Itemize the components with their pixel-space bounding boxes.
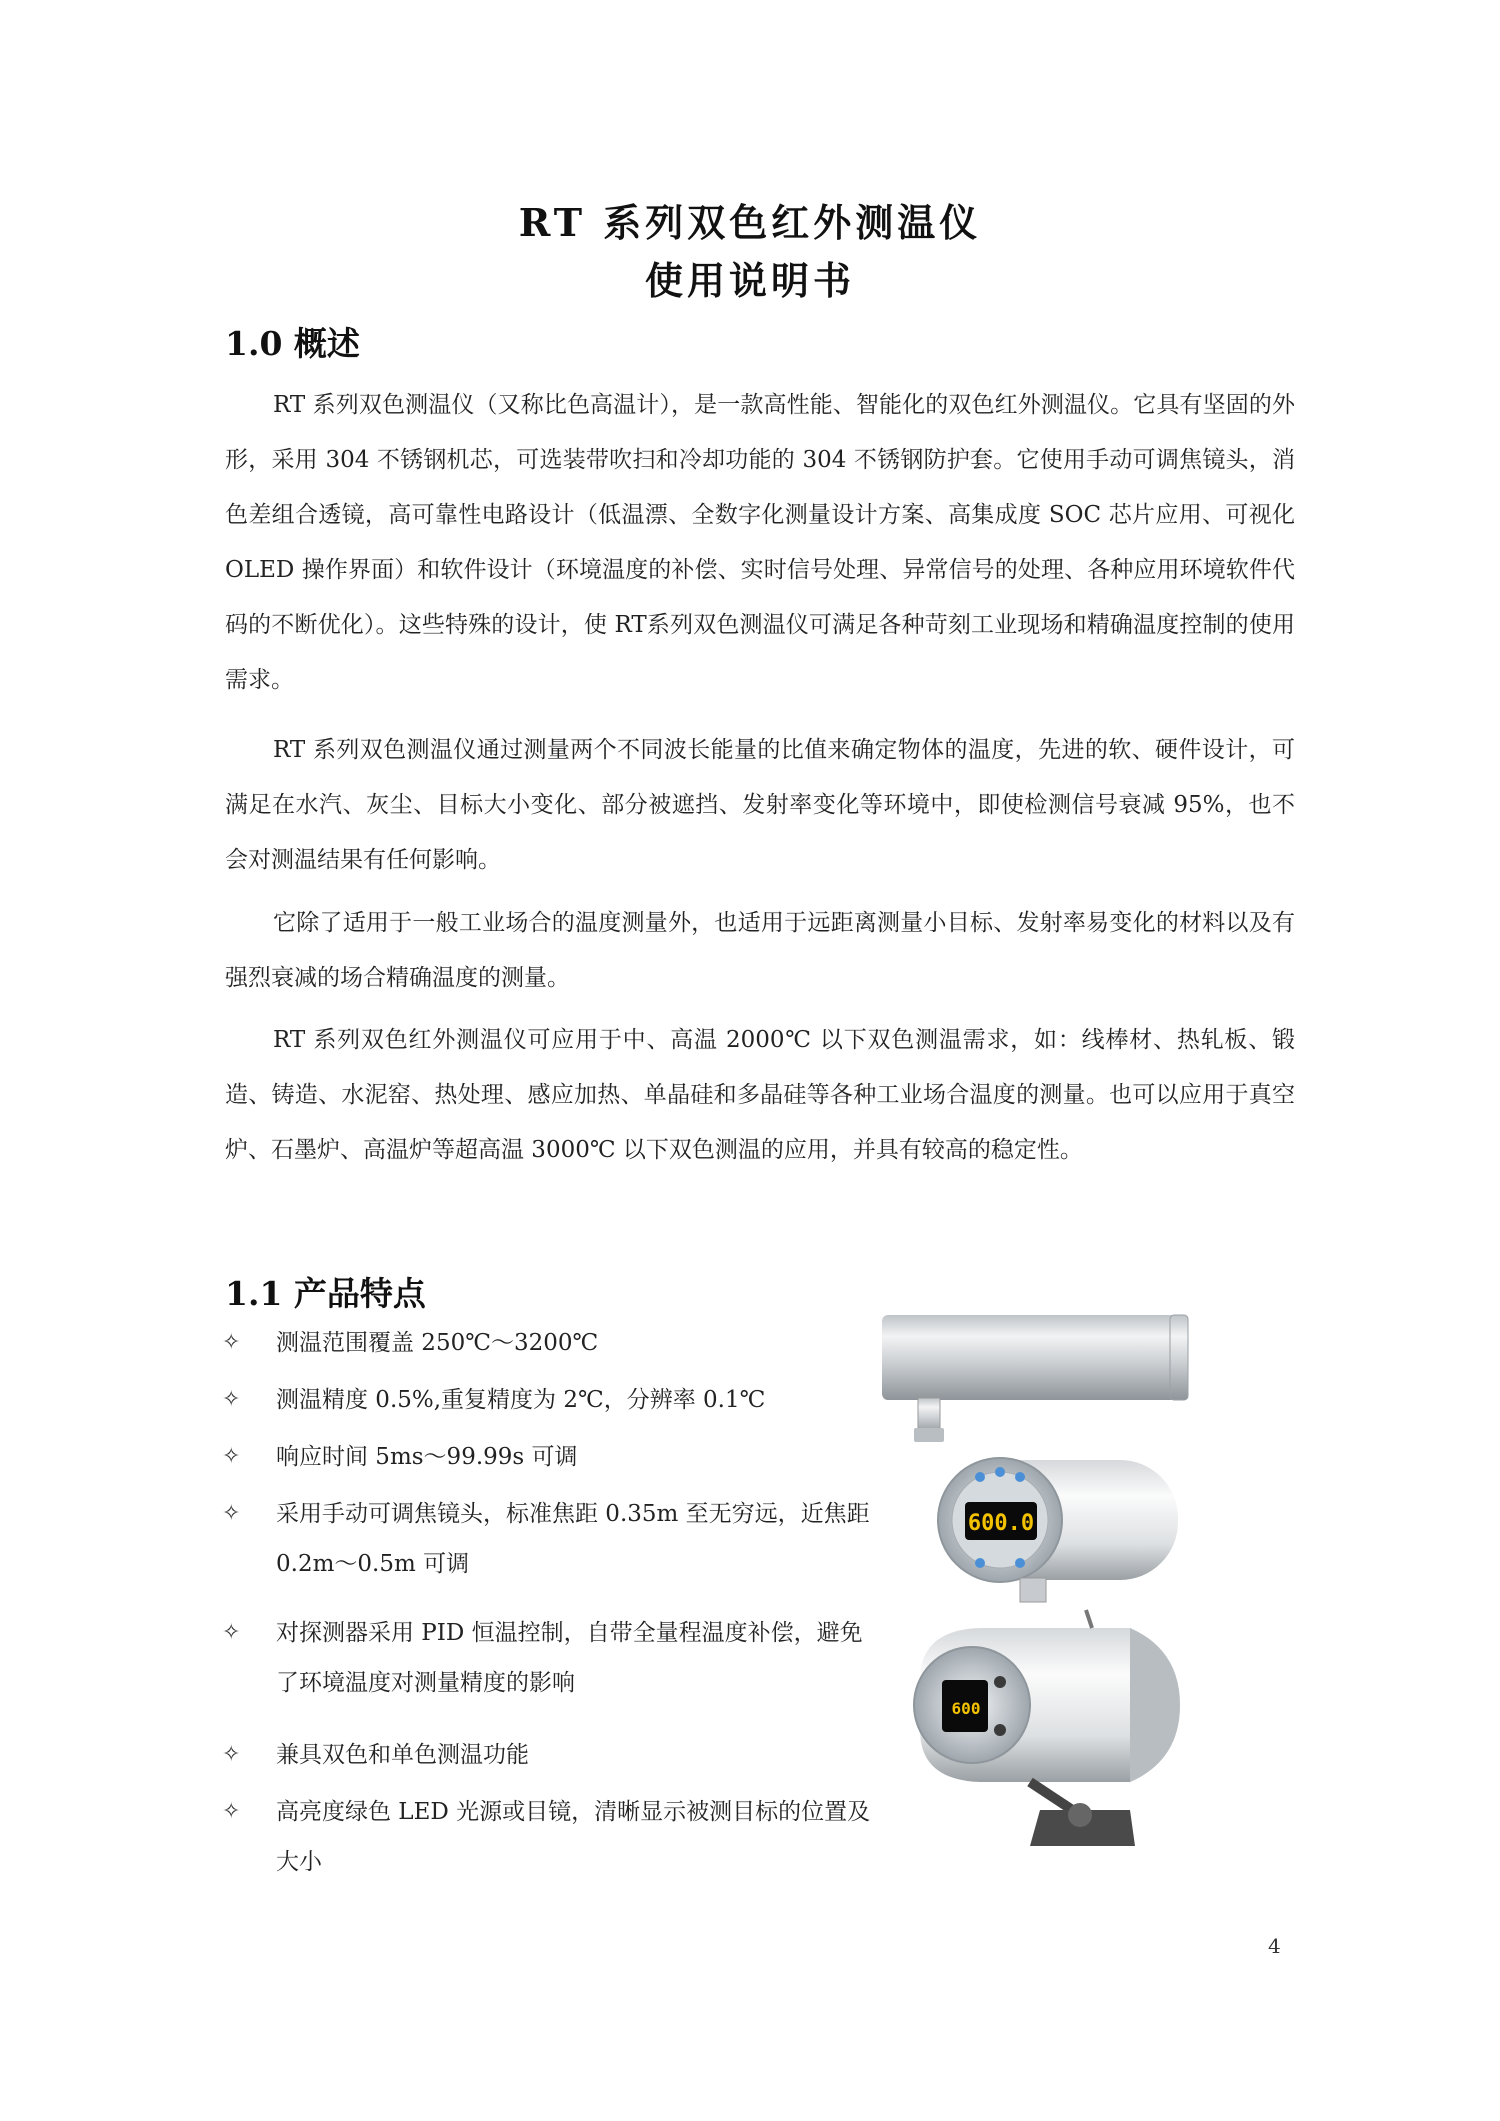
diamond-star-icon: ✧ bbox=[222, 1444, 241, 1469]
feature-text: 测温范围覆盖 250℃～3200℃ bbox=[276, 1330, 599, 1356]
feature-text: 高亮度绿色 LED 光源或目镜，清晰显示被测目标的位置及大小 bbox=[276, 1799, 871, 1875]
feature-text: 测温精度 0.5%,重复精度为 2℃，分辨率 0.1℃ bbox=[276, 1387, 766, 1413]
document-subtitle: 使用说明书 bbox=[644, 258, 855, 303]
feature-text: 对探测器采用 PID 恒温控制，自带全量程温度补偿，避免了环境温度对测量精度的影响 bbox=[276, 1620, 863, 1696]
display-readout: 600 bbox=[951, 1699, 981, 1718]
pyrometer-mounted-image bbox=[914, 1610, 1180, 1846]
diamond-star-icon: ✧ bbox=[222, 1501, 241, 1526]
section-heading-features: 1.1 产品特点 bbox=[225, 1274, 426, 1313]
feature-text: 兼具双色和单色测温功能 bbox=[276, 1742, 529, 1768]
feature-text: 响应时间 5ms～99.99s 可调 bbox=[276, 1444, 578, 1470]
diamond-star-icon: ✧ bbox=[222, 1742, 241, 1767]
sensor-tube-image bbox=[882, 1315, 1188, 1442]
document-title: RT 系列双色红外测温仪 bbox=[518, 200, 982, 245]
feature-text: 采用手动可调焦镜头，标准焦距 0.35m 至无穷远，近焦距 0.2m～0.5m 可调 bbox=[276, 1501, 870, 1577]
display-readout: 600.0 bbox=[967, 1511, 1035, 1536]
overview-paragraph: 它除了适用于一般工业场合的温度测量外，也适用于远距离测量小目标、发射率易变化的材料以及有强烈衰减的场合精确温度的测量。 bbox=[225, 910, 1295, 991]
diamond-star-icon: ✧ bbox=[222, 1620, 241, 1645]
page-number: 4 bbox=[1268, 1934, 1281, 1958]
diamond-star-icon: ✧ bbox=[222, 1387, 241, 1412]
overview-paragraph: RT 系列双色测温仪（又称比色高温计），是一款高性能、智能化的双色红外测温仪。它具有坚固的外形，采用 304 不锈钢机芯，可选装带吹扫和冷却功能的 304 不锈钢防护套。它使用手动可调焦镜头，消色差组合透镜，高可靠性电路设计（低温漂、全数字化测量设计方案、高集成度 SOC 芯片应用、可视化 OLED 操作界面）和软件设计（环境温度的补偿、实时信号处理、异常信号的处理、各种应用环境软件代码的不断优化）。这些特殊的设计，使 RT系列双色测温仪可满足各种苛刻工业现场和精确温度控制的使用需求。 bbox=[225, 392, 1295, 693]
product-images bbox=[880, 1310, 1220, 1854]
section-heading-overview: 1.0 概述 bbox=[225, 324, 360, 363]
pyrometer-photos bbox=[880, 1310, 1220, 1850]
diamond-star-icon: ✧ bbox=[222, 1330, 241, 1355]
pyrometer-display-image bbox=[938, 1458, 1178, 1602]
overview-paragraph: RT 系列双色红外测温仪可应用于中、高温 2000℃ 以下双色测温需求，如：线棒材、热轧板、锻造、铸造、水泥窑、热处理、感应加热、单晶硅和多晶硅等各种工业场合温度的测量。也可以应用于真空炉、石墨炉、高温炉等超高温 3000℃ 以下双色测温的应用，并具有较高的稳定性。 bbox=[225, 1027, 1295, 1163]
overview-paragraph: RT 系列双色测温仪通过测量两个不同波长能量的比值来确定物体的温度，先进的软、硬件设计，可满足在水汽、灰尘、目标大小变化、部分被遮挡、发射率变化等环境中，即使检测信号衰减 95%，也不会对测温结果有任何影响。 bbox=[225, 737, 1295, 873]
diamond-star-icon: ✧ bbox=[222, 1799, 241, 1824]
